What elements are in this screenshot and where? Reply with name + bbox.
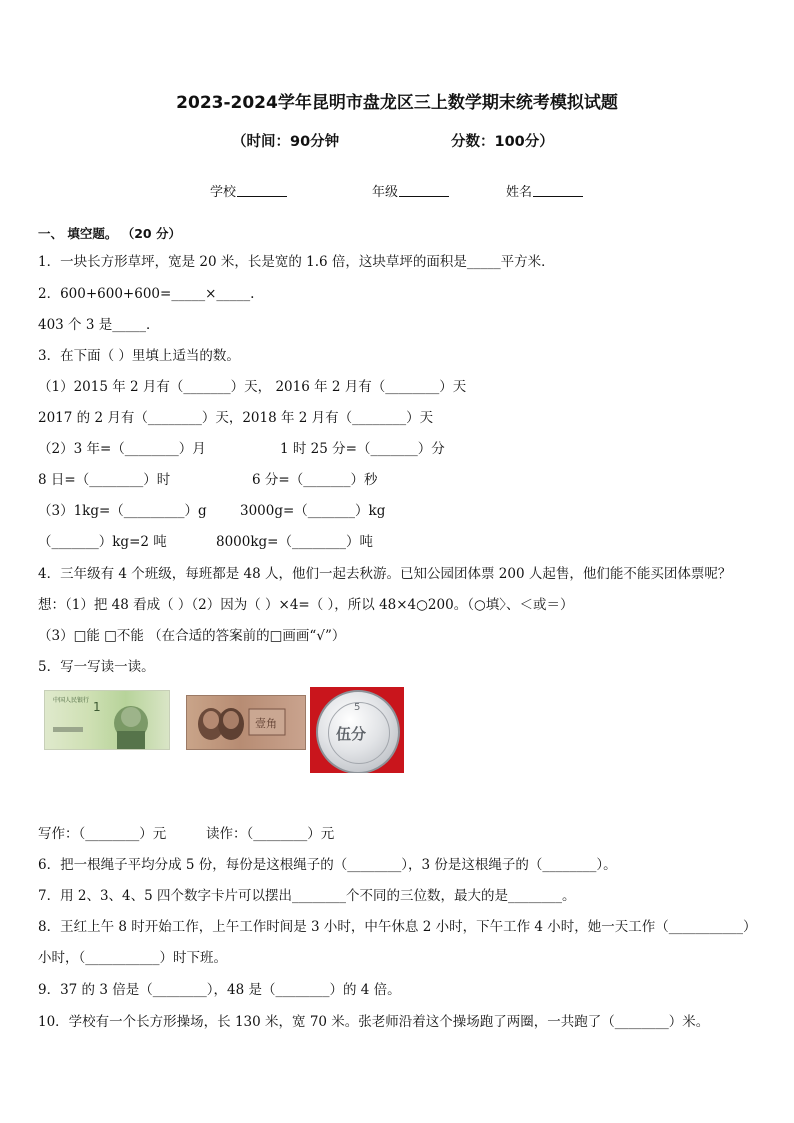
question-1: 1．一块长方形草坪，宽是 20 米，长是宽的 1.6 倍，这块草坪的面积是_____平方米． xyxy=(38,254,555,270)
coin-caption: 伍分 xyxy=(336,725,367,743)
question-3-part-d1: 8 日=（________）时 xyxy=(38,472,171,488)
one-jiao-banknote-image xyxy=(186,695,306,750)
question-3-part-d2: 6 分=（_______）秒 xyxy=(252,472,378,488)
bill1-value: 1 xyxy=(93,700,101,714)
question-4-think: 想：（1）把 48 看成（ ）（2）因为（ ）×4=（ ），所以 48×4○200。（○填〉、＜或＝） xyxy=(38,597,574,613)
question-3-part-f2: 8000kg=（________）吨 xyxy=(216,534,373,550)
question-4: 4．三年级有 4 个班级，每班都是 48 人，他们一起去秋游。已知公园团体票 200 人起售，他们能不能买团体票呢？ xyxy=(38,566,732,582)
exam-time: （时间：90分钟 xyxy=(232,134,340,150)
question-6: 6．把一根绳子平均分成 5 份，每份是这根绳子的（________），3 份是这根绳子的（________）。 xyxy=(38,857,617,873)
question-5: 5．写一写读一读。 xyxy=(38,659,155,675)
five-fen-coin-image xyxy=(310,687,404,773)
grade-label: 年级 xyxy=(372,185,399,200)
question-4-choice: （3）□能 □不能 （在合适的答案前的□画画“√”） xyxy=(38,628,346,644)
section-heading: 一、 填空题。 （20 分） xyxy=(38,226,181,241)
one-yuan-banknote-image xyxy=(44,690,170,750)
coin-disc xyxy=(316,690,400,773)
school-label: 学校 xyxy=(210,185,237,200)
question-10: 10．学校有一个长方形操场，长 130 米，宽 70 米。张老师沿着这个操场跑了两圈，一共跑了（________）米。 xyxy=(38,1014,710,1030)
question-2b: 403 个 3 是_____． xyxy=(38,317,160,333)
name-blank[interactable] xyxy=(533,196,583,197)
question-3-part-e1: （3）1kg=（_________）g xyxy=(38,503,207,519)
question-5-write: 写作：（________）元 xyxy=(38,826,167,842)
question-3-part-e2: 3000g=（_______）kg xyxy=(240,503,386,519)
question-3-part-c2: 1 时 25 分=（_______）分 xyxy=(280,441,445,457)
name-label: 姓名 xyxy=(506,185,533,200)
question-3-part-f1: （_______）kg=2 吨 xyxy=(38,534,167,550)
question-9: 9．37 的 3 倍是（________），48 是（________）的 4 倍。 xyxy=(38,982,401,998)
question-3-part-b: 2017 的 2 月有（________）天，2018 年 2 月有（________）天 xyxy=(38,410,434,426)
question-3-part-c1: （2）3 年=（________）月 xyxy=(38,441,206,457)
grade-blank[interactable] xyxy=(399,196,449,197)
question-7: 7．用 2、3、4、5 四个数字卡片可以摆出________个不同的三位数，最大的是________。 xyxy=(38,888,576,904)
bill2-caption: 壹角 xyxy=(255,717,277,730)
school-field[interactable] xyxy=(210,181,287,200)
question-8b: 小时，（___________）时下班。 xyxy=(38,950,227,966)
question-5-read: 读作：（________）元 xyxy=(206,826,335,842)
coin-value: 5 xyxy=(354,702,361,713)
grade-field[interactable] xyxy=(372,181,449,200)
exam-score: 分数：100分） xyxy=(451,134,554,150)
page-title: 2023-2024学年昆明市盘龙区三上数学期末统考模拟试题 xyxy=(176,93,618,113)
question-3-part-a: （1）2015 年 2 月有（_______）天， 2016 年 2 月有（________）天 xyxy=(38,379,467,395)
school-blank[interactable] xyxy=(237,196,287,197)
question-2a: 2．600+600+600=_____×_____. xyxy=(38,286,255,302)
question-3: 3．在下面（ ）里填上适当的数。 xyxy=(38,348,240,364)
name-field[interactable] xyxy=(506,181,583,200)
question-8a: 8．王红上午 8 时开始工作，上午工作时间是 3 小时，中午休息 2 小时，下午工作 4 小时，她一天工作（___________） xyxy=(38,919,757,935)
bill1-caption: 中国人民银行 xyxy=(53,697,90,704)
